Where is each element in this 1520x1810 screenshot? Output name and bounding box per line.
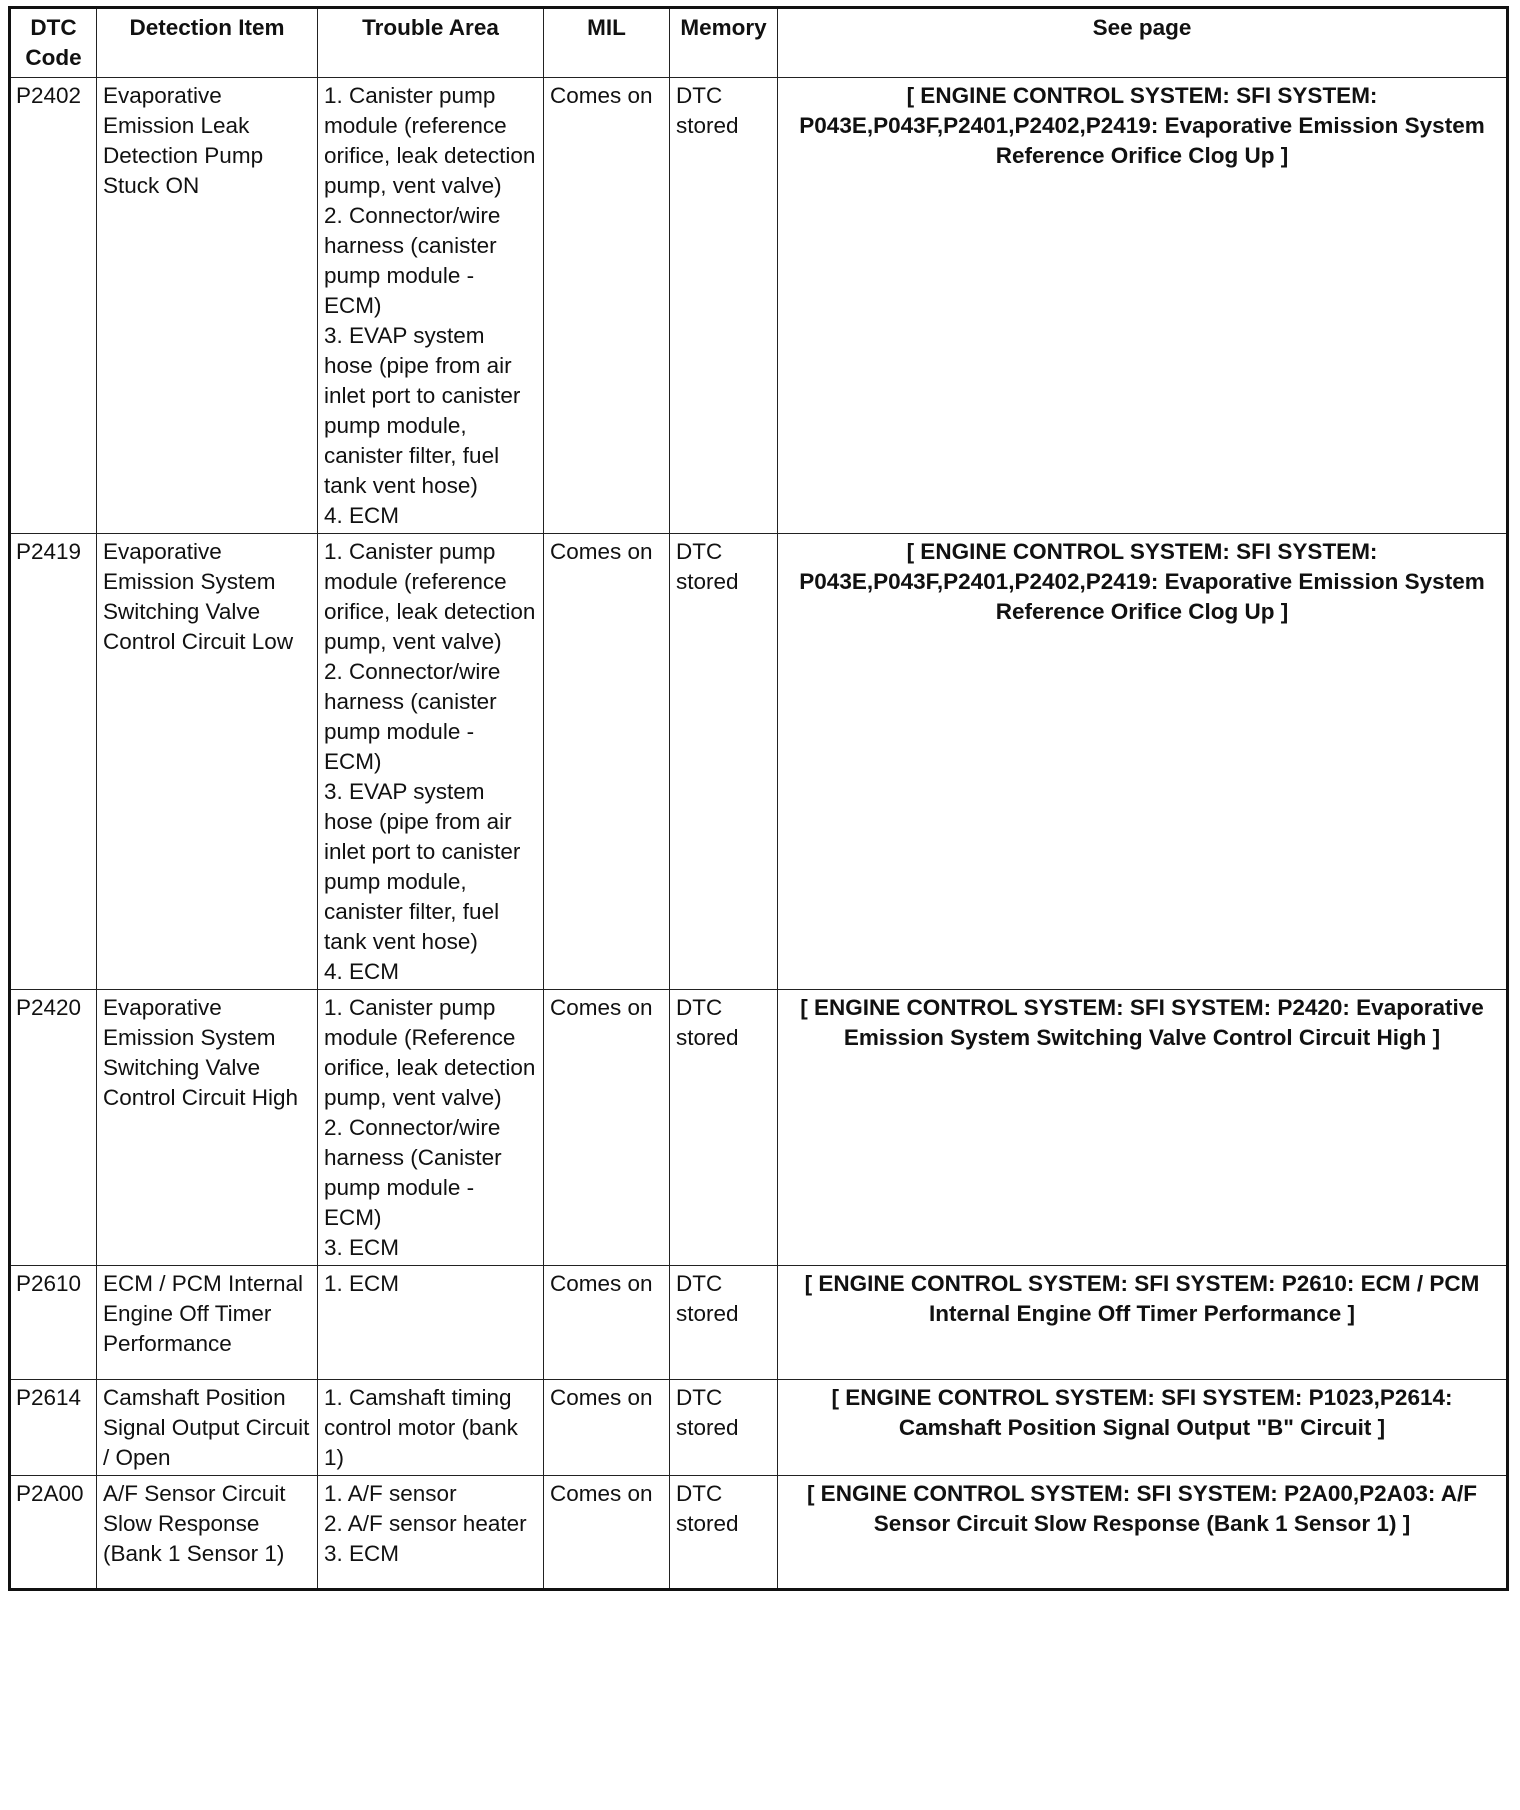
table-header-row	[10, 8, 1508, 78]
mil-cell: Comes on	[544, 1476, 670, 1590]
trouble-area-cell: 1. ECM	[318, 1266, 544, 1380]
table-row	[10, 534, 1508, 990]
trouble-area-cell: 1. Canister pump module (reference orifice, leak detection pump, vent valve) 2. Connector/wire harness (canister pump module - ECM) 3. EVAP system hose (pipe from air inlet port to canister pump module, canister filter, fuel tank vent hose) 4. ECM	[318, 534, 544, 990]
see-page-link[interactable]: [ ENGINE CONTROL SYSTEM: SFI SYSTEM: P043E,P043F,P2401,P2402,P2419: Evaporative Emission System Reference Orifice Clog Up ]	[778, 534, 1508, 990]
mil-cell: Comes on	[544, 1380, 670, 1476]
see-page-link[interactable]: [ ENGINE CONTROL SYSTEM: SFI SYSTEM: P2A00,P2A03: A/F Sensor Circuit Slow Response (Bank 1 Sensor 1) ]	[778, 1476, 1508, 1590]
dtc-table	[8, 6, 1509, 1591]
header-dtc-code: DTC Code	[10, 8, 97, 78]
dtc-code-cell: P2420	[10, 990, 97, 1266]
table-row	[10, 1476, 1508, 1590]
mil-cell: Comes on	[544, 534, 670, 990]
memory-cell: DTC stored	[670, 990, 778, 1266]
dtc-code-cell: P2419	[10, 534, 97, 990]
detection-item-cell: ECM / PCM Internal Engine Off Timer Performance	[97, 1266, 318, 1380]
mil-cell: Comes on	[544, 1266, 670, 1380]
memory-cell: DTC stored	[670, 1380, 778, 1476]
trouble-area-cell: 1. Canister pump module (Reference orifice, leak detection pump, vent valve) 2. Connector/wire harness (Canister pump module - ECM) 3. ECM	[318, 990, 544, 1266]
memory-cell: DTC stored	[670, 1266, 778, 1380]
table-row	[10, 1380, 1508, 1476]
dtc-code-cell: P2A00	[10, 1476, 97, 1590]
detection-item-cell: Evaporative Emission Leak Detection Pump Stuck ON	[97, 78, 318, 534]
trouble-area-cell: 1. A/F sensor 2. A/F sensor heater 3. ECM	[318, 1476, 544, 1590]
memory-cell: DTC stored	[670, 1476, 778, 1590]
header-detection-item: Detection Item	[97, 8, 318, 78]
detection-item-cell: Evaporative Emission System Switching Valve Control Circuit Low	[97, 534, 318, 990]
see-page-link[interactable]: [ ENGINE CONTROL SYSTEM: SFI SYSTEM: P2420: Evaporative Emission System Switching Valve Control Circuit High ]	[778, 990, 1508, 1266]
header-trouble-area: Trouble Area	[318, 8, 544, 78]
detection-item-cell: Evaporative Emission System Switching Valve Control Circuit High	[97, 990, 318, 1266]
header-see-page: See page	[778, 8, 1508, 78]
dtc-code-cell: P2402	[10, 78, 97, 534]
detection-item-cell: A/F Sensor Circuit Slow Response (Bank 1 Sensor 1)	[97, 1476, 318, 1590]
dtc-code-cell: P2610	[10, 1266, 97, 1380]
header-mil: MIL	[544, 8, 670, 78]
see-page-link[interactable]: [ ENGINE CONTROL SYSTEM: SFI SYSTEM: P043E,P043F,P2401,P2402,P2419: Evaporative Emission System Reference Orifice Clog Up ]	[778, 78, 1508, 534]
memory-cell: DTC stored	[670, 78, 778, 534]
trouble-area-cell: 1. Camshaft timing control motor (bank 1)	[318, 1380, 544, 1476]
trouble-area-cell: 1. Canister pump module (reference orifice, leak detection pump, vent valve) 2. Connector/wire harness (canister pump module - ECM) 3. EVAP system hose (pipe from air inlet port to canister pump module, canister filter, fuel tank vent hose) 4. ECM	[318, 78, 544, 534]
table-row	[10, 78, 1508, 534]
mil-cell: Comes on	[544, 78, 670, 534]
header-memory: Memory	[670, 8, 778, 78]
see-page-link[interactable]: [ ENGINE CONTROL SYSTEM: SFI SYSTEM: P1023,P2614: Camshaft Position Signal Output "B" Circuit ]	[778, 1380, 1508, 1476]
mil-cell: Comes on	[544, 990, 670, 1266]
detection-item-cell: Camshaft Position Signal Output Circuit / Open	[97, 1380, 318, 1476]
dtc-code-cell: P2614	[10, 1380, 97, 1476]
table-row	[10, 1266, 1508, 1380]
memory-cell: DTC stored	[670, 534, 778, 990]
table-row	[10, 990, 1508, 1266]
see-page-link[interactable]: [ ENGINE CONTROL SYSTEM: SFI SYSTEM: P2610: ECM / PCM Internal Engine Off Timer Performance ]	[778, 1266, 1508, 1380]
